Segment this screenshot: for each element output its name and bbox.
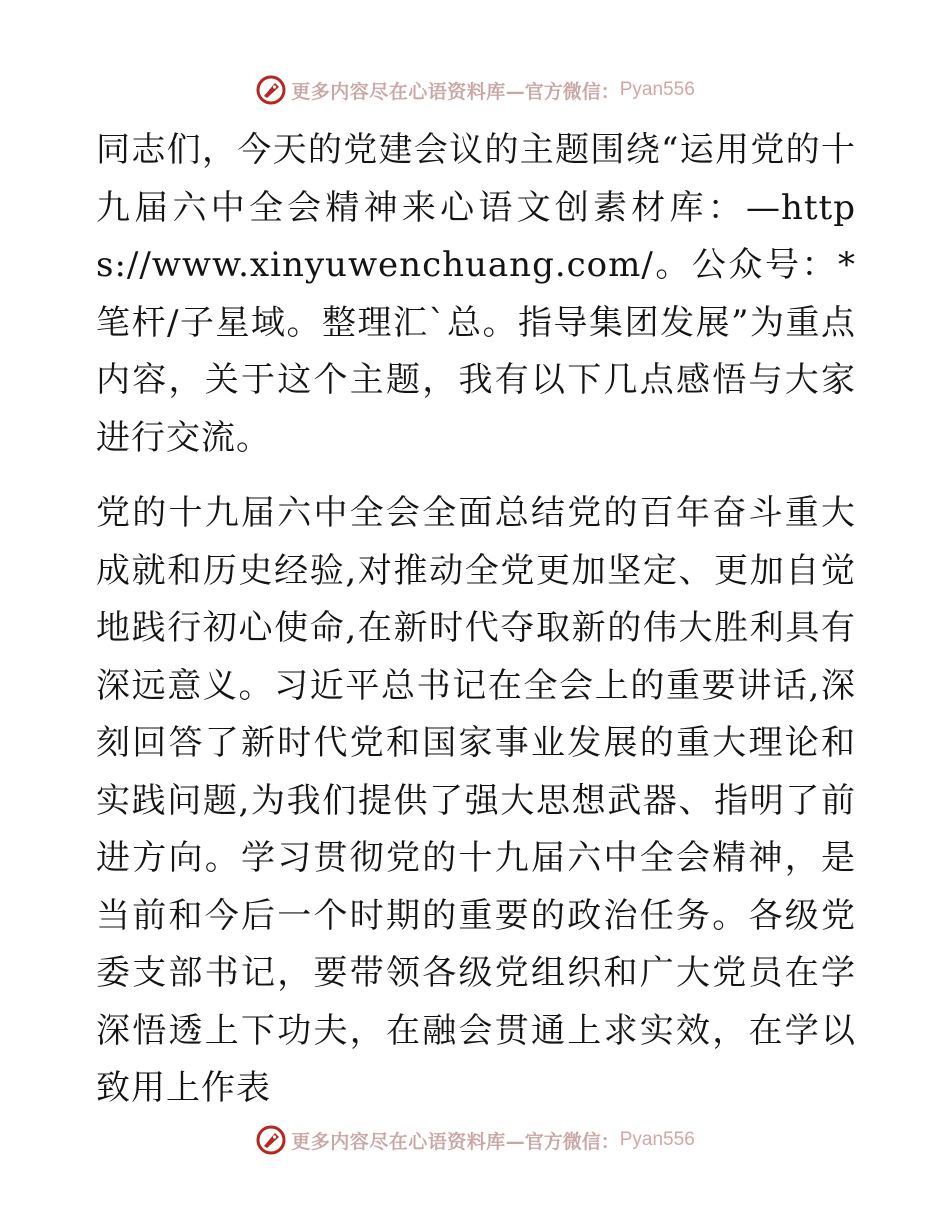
paragraph-intro: 同志们，今天的党建会议的主题围绕“运用党的十九届六中全会精神来心语文创素材库：—https://www.xinyuwenchuang.com/。公众号：*笔杆/子星域。整理汇`总。指导集团发展”为重点内容，关于这个主题，我有以下几点感悟与大家进行交流。 [96,130,856,458]
footer-banner-text: 更多内容尽在心语资料库 [291,1130,506,1153]
header-wechat-id: Pyan556 [619,79,695,100]
pen-nib-logo-icon [255,1124,287,1156]
header-banner-text: 更多内容尽在心语资料库 [291,80,506,103]
paragraph-plenum: 党的十九届六中全会全面总结党的百年奋斗重大成就和历史经验,对推动全党更加坚定、更加自觉地践行初心使命,在新时代夺取新的伟大胜利具有深远意义。习近平总书记在全会上的重要讲话,深刻回答了新时代党和国家事业发展的重大理论和实践问题,为我们提供了强大思想武器、指明了前进方向。学习贯彻党的十九届六中全会精神，是当前和今后一个时期的重要的政治任务。各级党委支部书记，要带领各级党组织和广大党员在学深悟透上下功夫，在融会贯通上求实效，在学以致用上作表 [96,493,856,1108]
footer-banner-separator: —官方微信： [505,1130,620,1153]
document-body [96,122,856,1118]
footer-wechat-id: Pyan556 [619,1129,695,1150]
header-banner [0,70,950,110]
pen-nib-logo-icon [255,74,287,106]
header-banner-separator: —官方微信： [505,80,620,103]
footer-banner [0,1120,950,1160]
